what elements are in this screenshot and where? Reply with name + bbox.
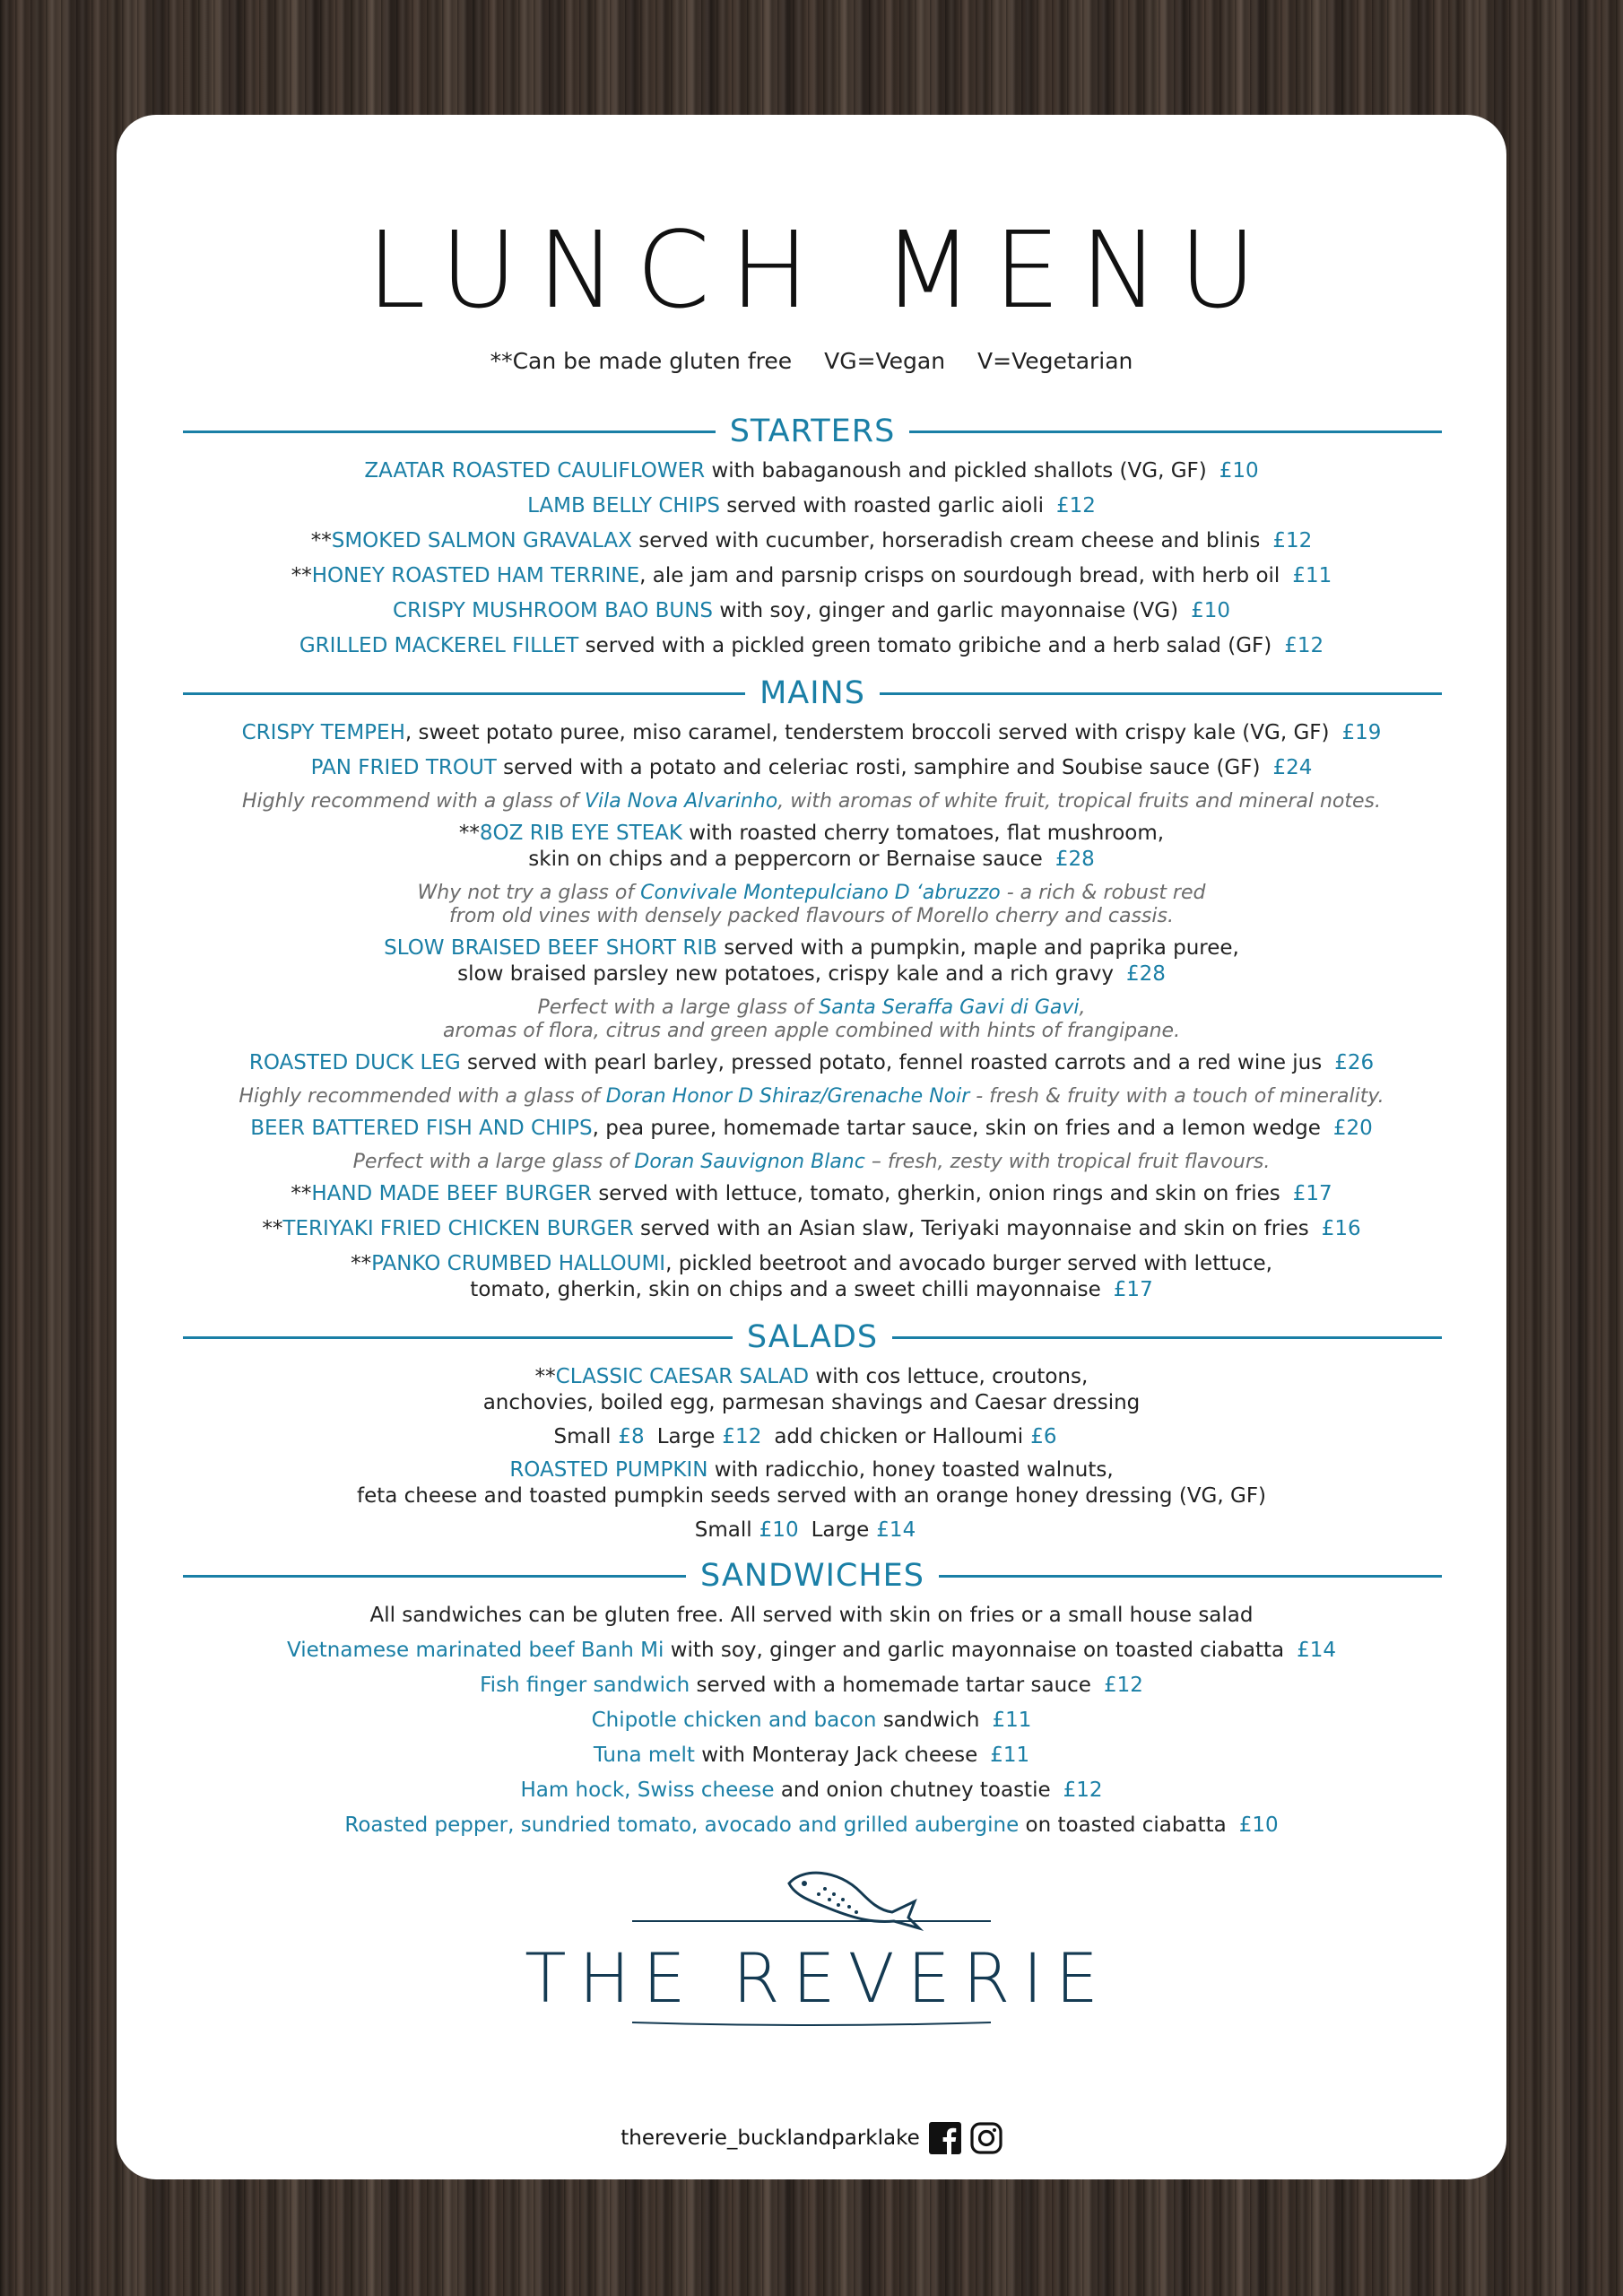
- item-desc: with Monteray Jack cheese: [694, 1744, 978, 1767]
- item-price: £8: [618, 1425, 645, 1448]
- item-price: £10: [1238, 1813, 1279, 1837]
- menu-item: **TERIYAKI FRIED CHICKEN BURGER served with an Asian slaw, Teriyaki mayonnaise and skin on fries £16: [262, 1217, 1361, 1240]
- item-name: PAN FRIED TROUT: [310, 756, 497, 779]
- dietary-legend: [117, 348, 1506, 374]
- item-price: £10: [759, 1518, 799, 1542]
- wine-pairing: Highly recommend with a glass of Vila Nova Alvarinho, with aromas of white fruit, tropical fruits and mineral notes.: [241, 790, 1382, 813]
- item-desc: with soy, ginger and garlic mayonnaise on toasted ciabatta: [664, 1639, 1285, 1662]
- item-price: £14: [876, 1518, 916, 1542]
- wine-name: Convivale Montepulciano D ‘abruzzo: [640, 882, 1001, 904]
- instagram-icon[interactable]: [970, 2122, 1002, 2154]
- item-name: CRISPY TEMPEH: [241, 721, 405, 744]
- item-name: Ham hock, Swiss cheese: [520, 1779, 775, 1802]
- menu-item: [117, 1050, 1506, 1076]
- item-desc: served with an Asian slaw, Teriyaki mayonnaise and skin on fries: [633, 1217, 1309, 1240]
- item-name: SMOKED SALMON GRAVALAX: [331, 529, 632, 552]
- item-desc: , sweet potato puree, miso caramel, tenderstem broccoli served with crispy kale (VG, GF): [404, 721, 1330, 744]
- item-name: LAMB BELLY CHIPS: [527, 494, 720, 517]
- wine-pairing: Highly recommended with a glass of Doran Honor D Shiraz/Grenache Noir - fresh & fruity with a touch of minerality.: [239, 1085, 1384, 1108]
- menu-item: [117, 1778, 1506, 1804]
- item-name: ROASTED DUCK LEG: [248, 1051, 461, 1074]
- divider: [939, 1575, 1442, 1578]
- menu-item: [117, 493, 1506, 519]
- legend-vegan: VG=Vegan: [824, 348, 946, 374]
- brand-underline: [623, 2017, 1000, 2030]
- item-desc: served with a potato and celeriac rosti, samphire and Soubise sauce (GF): [496, 756, 1261, 779]
- fish-logo-icon: [560, 1866, 1063, 1937]
- menu-item: [117, 1457, 1506, 1509]
- menu-card: [117, 115, 1506, 2179]
- wine-pairing: Perfect with a large glass of Doran Sauvignon Blanc – fresh, zesty with tropical fruit flavours.: [352, 1151, 1271, 1173]
- item-desc: with babaganoush and pickled shallots (VG, GF): [705, 459, 1207, 483]
- legend-vegetarian: V=Vegetarian: [977, 348, 1133, 374]
- item-desc: skin on chips and a peppercorn or Bernaise sauce: [528, 848, 1043, 871]
- item-desc: and onion chutney toastie: [774, 1779, 1051, 1802]
- item-name: Chipotle chicken and bacon: [591, 1709, 877, 1732]
- divider: [892, 1336, 1442, 1339]
- item-price: £19: [1341, 721, 1382, 744]
- divider: [183, 430, 716, 433]
- item-desc: feta cheese and toasted pumpkin seeds served with an orange honey dressing (VG, GF): [356, 1484, 1267, 1508]
- item-price: £11: [1292, 564, 1332, 587]
- section-title: SANDWICHES: [700, 1558, 924, 1594]
- item-name: CLASSIC CAESAR SALAD: [555, 1365, 810, 1388]
- salads-heading: [183, 1318, 1442, 1357]
- item-name: GRILLED MACKEREL FILLET: [299, 634, 579, 657]
- wine-name: Santa Seraffa Gavi di Gavi: [819, 996, 1080, 1019]
- item-desc: with roasted cherry tomatoes, flat mushroom,: [681, 822, 1165, 845]
- brand-logo: [117, 1866, 1506, 2033]
- item-price: £26: [1334, 1051, 1375, 1074]
- wine-pairing: Perfect with a large glass of Santa Seraffa Gavi di Gavi, aromas of flora, citrus and green apple combined with hints of frangipane.: [442, 996, 1181, 1042]
- item-desc: sandwich: [876, 1709, 980, 1732]
- item-price: £10: [1219, 459, 1259, 483]
- menu-item: [117, 1673, 1506, 1699]
- divider: [183, 1575, 686, 1578]
- mains-list: [117, 720, 1506, 1303]
- item-name: Tuna melt: [593, 1744, 695, 1767]
- item-desc: served with a pumpkin, maple and paprika puree,: [716, 936, 1239, 960]
- legend-gluten-free: **Can be made gluten free: [490, 348, 793, 374]
- item-price: £28: [1125, 962, 1166, 986]
- item-desc: with soy, ginger and garlic mayonnaise (VG): [713, 599, 1179, 622]
- item-price: £28: [1055, 848, 1095, 871]
- section-title: STARTERS: [729, 413, 896, 449]
- menu-item: [117, 1116, 1506, 1142]
- divider: [880, 692, 1442, 695]
- item-price: £24: [1272, 756, 1313, 779]
- item-price: £12: [722, 1425, 762, 1448]
- item-name: Roasted pepper, sundried tomato, avocado and grilled aubergine: [344, 1813, 1020, 1837]
- menu-item: **8OZ RIB EYE STEAK with roasted cherry tomatoes, flat mushroom, skin on chips and a peppercorn or Bernaise sauce £28: [458, 822, 1165, 871]
- starters-list: [117, 458, 1506, 659]
- menu-item: [117, 935, 1506, 987]
- item-price: £14: [1297, 1639, 1337, 1662]
- menu-item: [117, 633, 1506, 659]
- item-desc: tomato, gherkin, skin on chips and a sweet chilli mayonnaise: [470, 1278, 1101, 1301]
- item-name: SLOW BRAISED BEEF SHORT RIB: [384, 936, 717, 960]
- item-desc: on toasted ciabatta: [1019, 1813, 1227, 1837]
- item-desc: , pickled beetroot and avocado burger served with lettuce,: [665, 1252, 1272, 1275]
- item-name: BEER BATTERED FISH AND CHIPS: [250, 1117, 593, 1140]
- wine-name: Doran Honor D Shiraz/Grenache Noir: [605, 1085, 970, 1108]
- menu-item: **HONEY ROASTED HAM TERRINE, ale jam and parsnip crisps on sourdough bread, with herb oil £11: [291, 564, 1332, 587]
- menu-item: **PANKO CRUMBED HALLOUMI, pickled beetroot and avocado burger served with lettuce, tomato, gherkin, skin on chips and a sweet chilli mayonnaise £17: [351, 1252, 1272, 1301]
- menu-item: [117, 598, 1506, 624]
- menu-item: [117, 755, 1506, 781]
- item-name: PANKO CRUMBED HALLOUMI: [371, 1252, 666, 1275]
- item-desc: anchovies, boiled egg, parmesan shavings and Caesar dressing: [482, 1391, 1141, 1414]
- item-desc: served with cucumber, horseradish cream cheese and blinis: [631, 529, 1261, 552]
- item-name: 8OZ RIB EYE STEAK: [479, 822, 682, 845]
- menu-item: [117, 1638, 1506, 1664]
- item-price: £12: [1063, 1779, 1103, 1802]
- item-desc: served with a pickled green tomato gribiche and a herb salad (GF): [578, 634, 1272, 657]
- item-price: £16: [1321, 1217, 1361, 1240]
- item-price: £20: [1332, 1117, 1373, 1140]
- item-desc: , ale jam and parsnip crisps on sourdough bread, with herb oil: [639, 564, 1280, 587]
- menu-item: **SMOKED SALMON GRAVALAX served with cucumber, horseradish cream cheese and blinis £12: [310, 529, 1313, 552]
- sandwiches-list: [117, 1603, 1506, 1839]
- item-name: HONEY ROASTED HAM TERRINE: [311, 564, 640, 587]
- item-desc: served with a homemade tartar sauce: [690, 1674, 1091, 1697]
- wine-pairing: Why not try a glass of Convivale Montepulciano D ‘abruzzo - a rich & robust red from old vines with densely packed flavours of Morello cherry and cassis.: [417, 882, 1206, 927]
- menu-item: **CLASSIC CAESAR SALAD with cos lettuce, croutons, anchovies, boiled egg, parmesan shavings and Caesar dressing: [482, 1365, 1141, 1414]
- menu-item: [117, 720, 1506, 746]
- mains-heading: [183, 674, 1442, 713]
- item-desc: served with lettuce, tomato, gherkin, onion rings and skin on fries: [592, 1182, 1280, 1205]
- item-desc: slow braised parsley new potatoes, crispy kale and a rich gravy: [457, 962, 1114, 986]
- menu-item: [117, 1708, 1506, 1734]
- item-price: £6: [1030, 1425, 1057, 1448]
- item-price: £11: [992, 1709, 1032, 1732]
- social-handle[interactable]: thereverie_bucklandparklake: [621, 2126, 920, 2150]
- menu-item: [117, 458, 1506, 484]
- social-footer: [117, 2122, 1506, 2154]
- menu-item: **HAND MADE BEEF BURGER served with lettuce, tomato, gherkin, onion rings and skin on fries £17: [291, 1182, 1332, 1205]
- item-desc: with cos lettuce, croutons,: [809, 1365, 1089, 1388]
- item-desc: , pea puree, homemade tartar sauce, skin on fries and a lemon wedge: [592, 1117, 1321, 1140]
- item-name: ZAATAR ROASTED CAULIFLOWER: [364, 459, 706, 483]
- item-price: £17: [1113, 1278, 1153, 1301]
- brand-name: THE REVERIE: [525, 1938, 1111, 2018]
- wine-name: Doran Sauvignon Blanc: [634, 1151, 865, 1173]
- item-name: TERIYAKI FRIED CHICKEN BURGER: [282, 1217, 634, 1240]
- section-title: SALADS: [746, 1319, 879, 1355]
- item-name: CRISPY MUSHROOM BAO BUNS: [393, 599, 714, 622]
- item-price: £12: [1284, 634, 1324, 657]
- starters-heading: [183, 412, 1442, 451]
- sandwiches-heading: [183, 1556, 1442, 1596]
- divider: [183, 1336, 733, 1339]
- divider: [183, 692, 745, 695]
- item-price: £10: [1191, 599, 1230, 622]
- item-name: Vietnamese marinated beef Banh Mi: [286, 1639, 664, 1662]
- menu-item: [117, 1813, 1506, 1839]
- item-price: £12: [1056, 494, 1096, 517]
- salads-list: [117, 1364, 1506, 1542]
- item-desc: served with pearl barley, pressed potato, fennel roasted carrots and a red wine jus: [460, 1051, 1323, 1074]
- wine-name: Vila Nova Alvarinho: [584, 790, 778, 813]
- item-price: £17: [1292, 1182, 1332, 1205]
- menu-item: [117, 1743, 1506, 1769]
- item-desc: with radicchio, honey toasted walnuts,: [707, 1458, 1114, 1482]
- sandwiches-note: All sandwiches can be gluten free. All served with skin on fries or a small house salad: [369, 1604, 1254, 1627]
- item-name: ROASTED PUMPKIN: [509, 1458, 708, 1482]
- item-price: £11: [990, 1744, 1030, 1767]
- menu-title: LUNCH MENU: [366, 208, 1277, 332]
- section-title: MAINS: [759, 675, 865, 711]
- item-name: Fish finger sandwich: [480, 1674, 690, 1697]
- item-name: HAND MADE BEEF BURGER: [311, 1182, 593, 1205]
- size-options: Small £8 Large £12 add chicken or Halloumi £6: [553, 1425, 1057, 1448]
- item-price: £12: [1103, 1674, 1143, 1697]
- item-price: £12: [1272, 529, 1313, 552]
- divider: [909, 430, 1442, 433]
- facebook-icon[interactable]: [929, 2122, 961, 2154]
- size-options: Small £10 Large £14: [694, 1518, 916, 1542]
- item-desc: served with roasted garlic aioli: [719, 494, 1045, 517]
